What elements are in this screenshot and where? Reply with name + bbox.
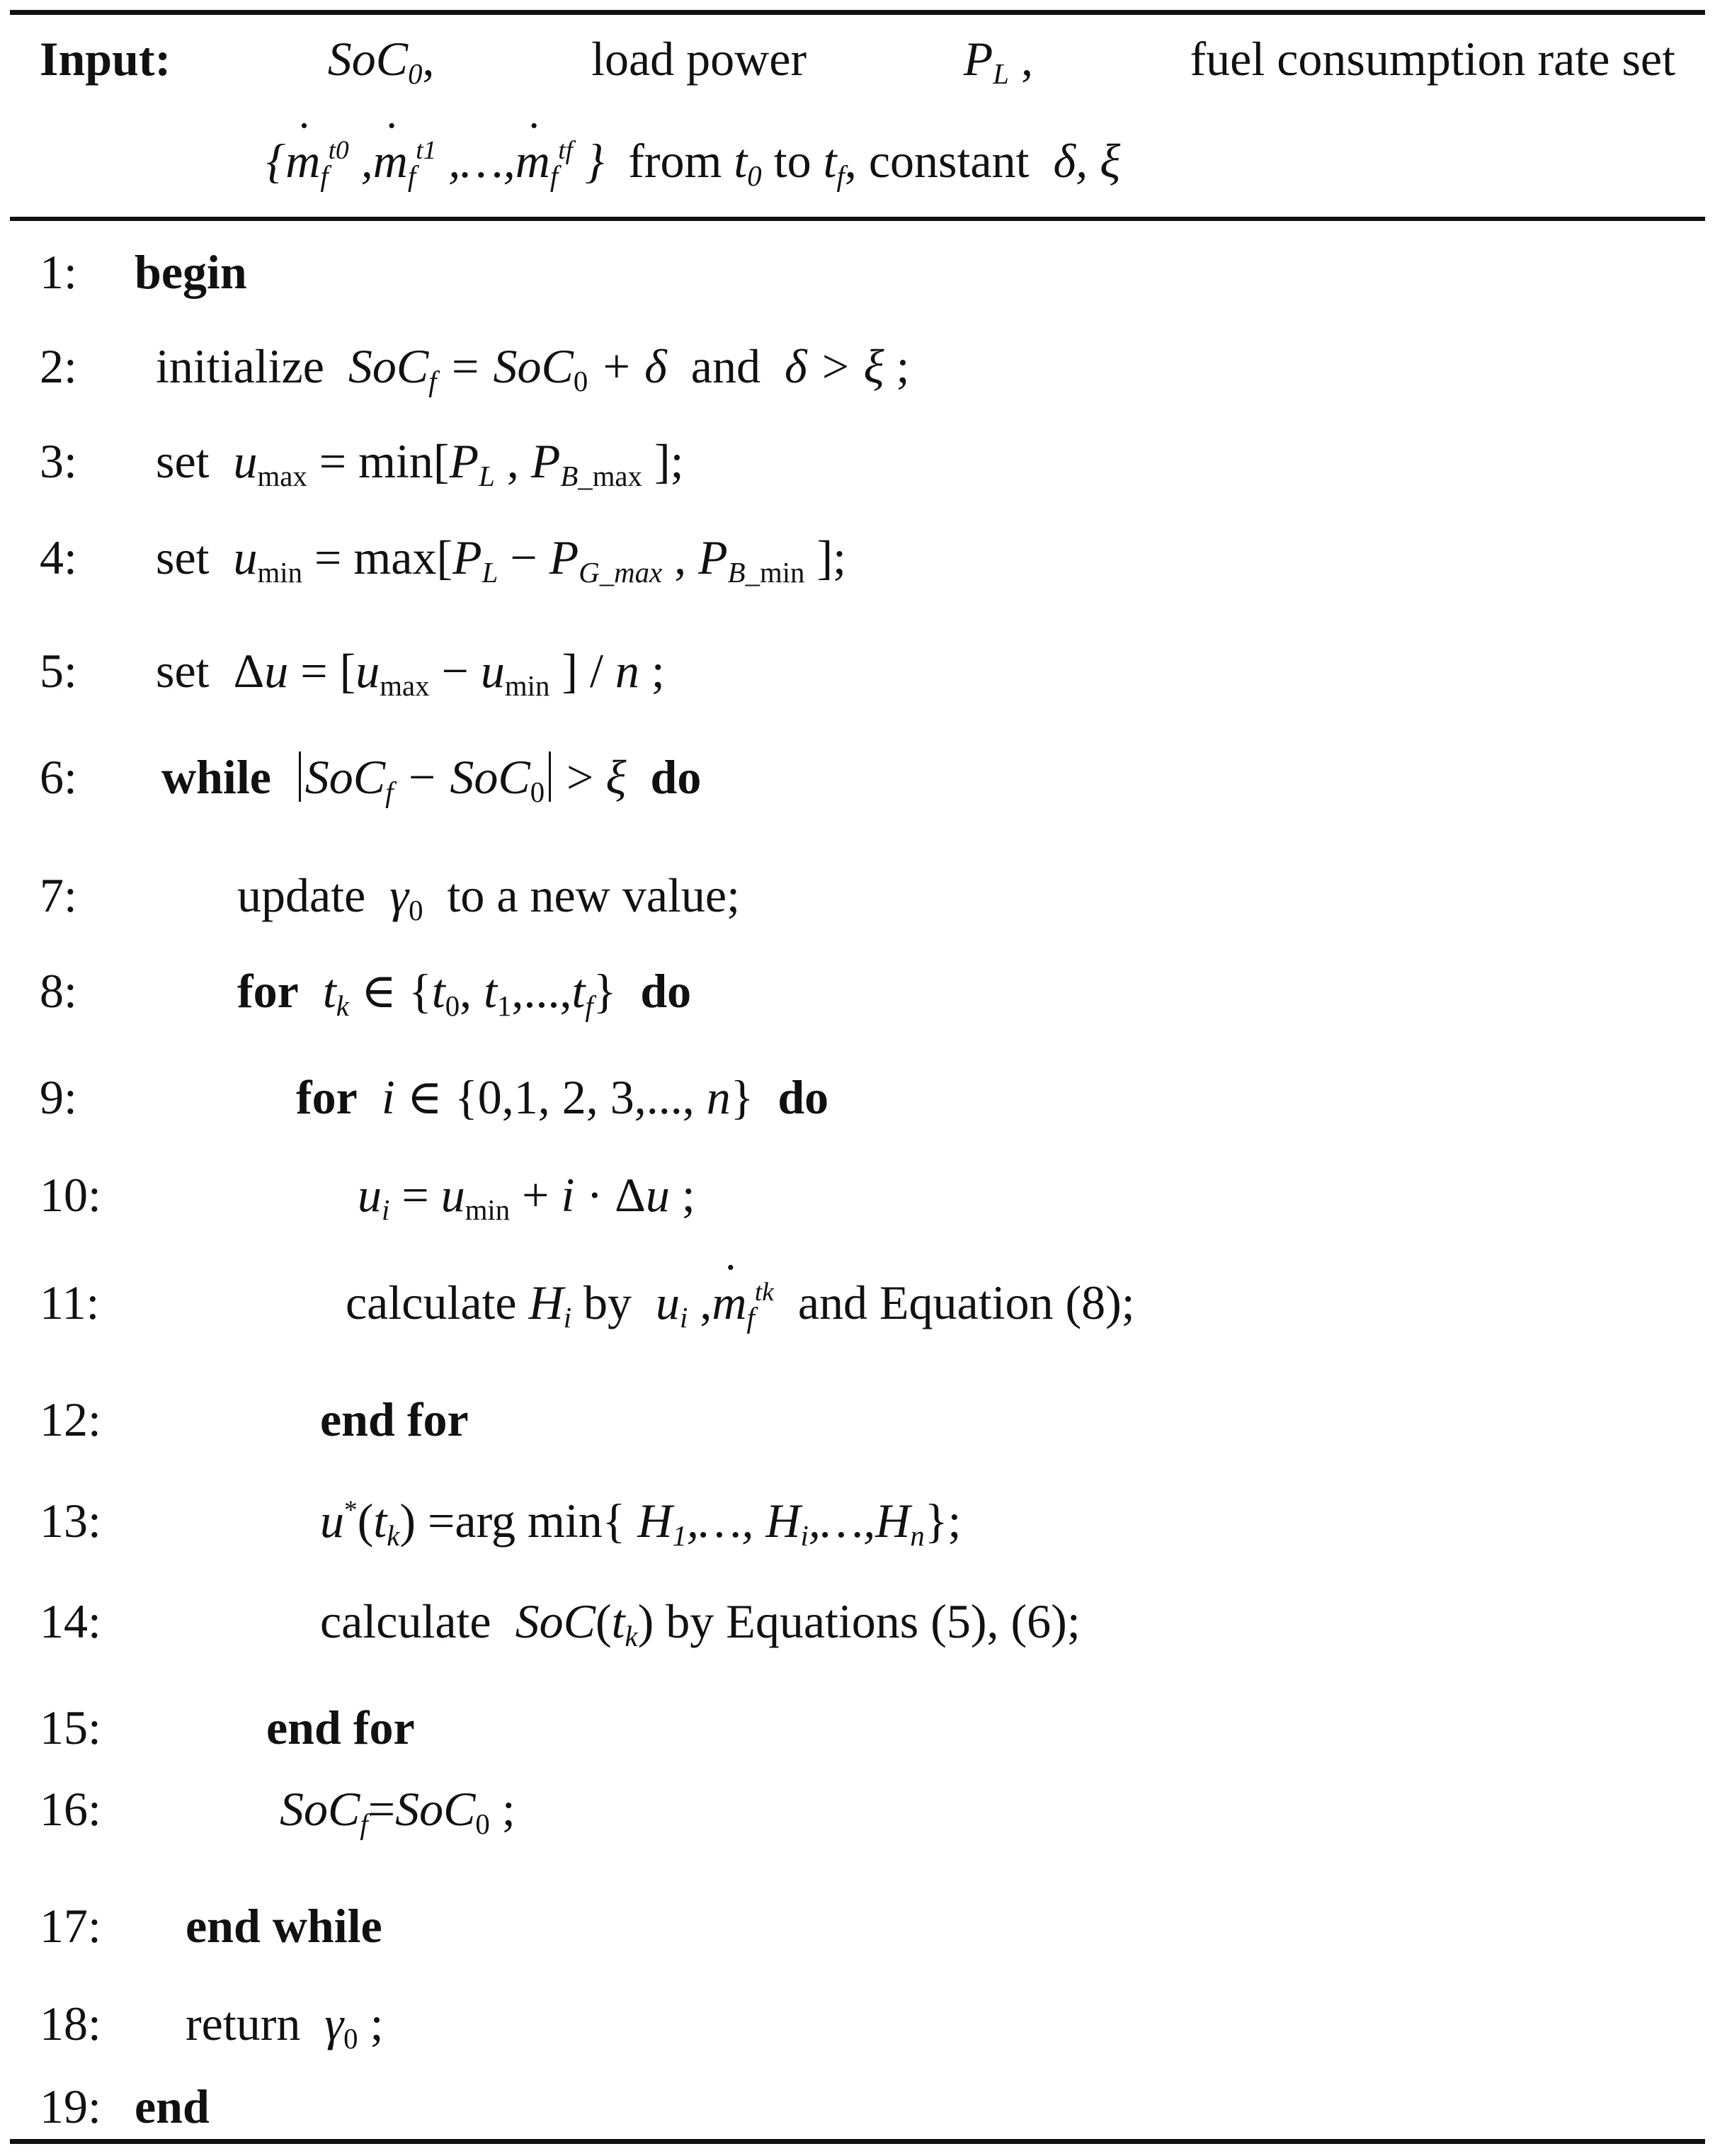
input-line-2: {˙ $m_f^{t0}$ ,˙ $m_f^{t1}$ ,…,˙ $m_f^{tf}$ } from $t_0$ to $t_f$, constant δ, ξ <box>266 133 1120 193</box>
fuel-rate-set: {˙ $m_f^{t0}$ ,˙ $m_f^{t1}$ ,…,˙ $m_f^{tf}$ } <box>266 134 604 188</box>
input-line-1: Input: SoC$_0$, load power $P_L$ , fuel consumption rate set <box>40 32 1675 91</box>
bottom-rule <box>10 2139 1705 2144</box>
top-rule <box>10 10 1705 15</box>
input-label: Input <box>40 32 155 86</box>
header-rule <box>10 217 1705 221</box>
